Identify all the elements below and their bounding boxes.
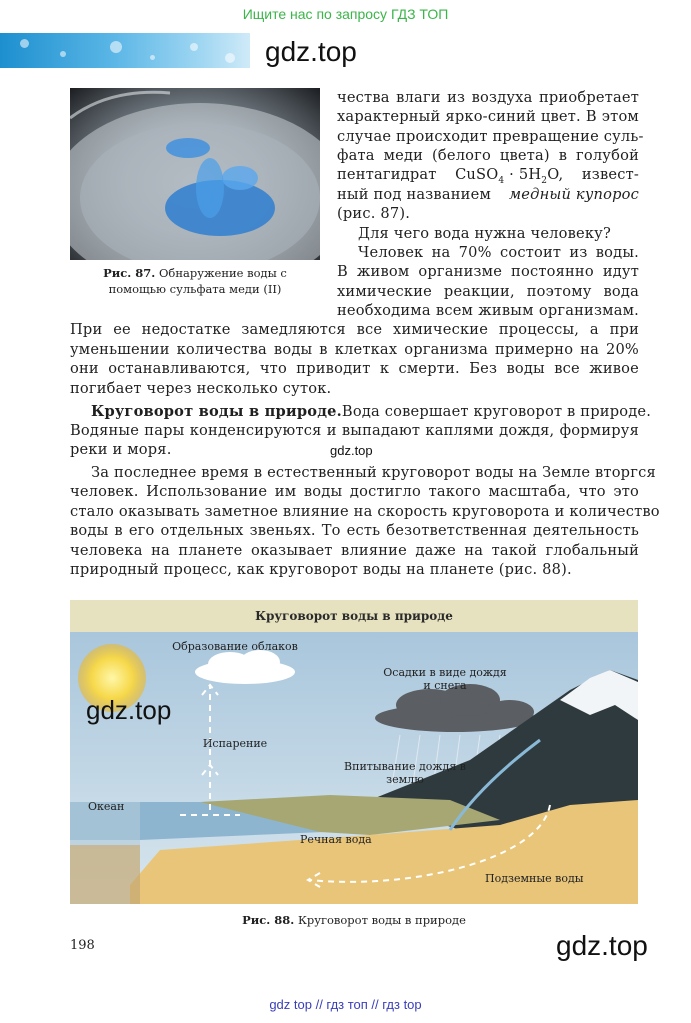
formula-suffix: извест-: [581, 166, 639, 183]
figure-88-number: Рис. 88.: [242, 913, 295, 927]
cycle-heading-line: [91, 402, 652, 421]
figure-88-caption: [70, 912, 638, 928]
footer-links[interactable]: gdz top // гдз топ // гдз top: [269, 997, 422, 1012]
figure-87-number: Рис. 87.: [103, 266, 156, 280]
watermark-logo-top: gdz.top: [265, 36, 357, 67]
watermark-figure: gdz.top: [86, 695, 172, 725]
water-cycle-diagram: [70, 600, 638, 904]
label-infiltration-line1: Впитывание дождя в: [344, 760, 466, 773]
label-precipitation-line2: и снега: [423, 679, 467, 692]
label-groundwater: Подземные воды: [485, 872, 584, 885]
text-line: Водяные пары конденсируются и выпадают каплями дождя, формируя: [70, 422, 639, 439]
named-term-line: [337, 185, 639, 204]
text-span: Вода совершает круговорот в природе.: [341, 403, 652, 420]
figure-88-title: Круговорот воды в природе: [70, 600, 638, 632]
text-line: характерный ярко-синий цвет. В этом: [337, 108, 639, 125]
text-line: стало оказывать заметное влияние на скорость круговорота и количество: [70, 503, 660, 520]
figure-87-caption-line2: помощью сульфата меди (II): [108, 282, 282, 296]
figure-88-caption-text: Круговорот воды в природе: [297, 913, 466, 927]
section-heading-water-cycle: Круговорот воды в природе.: [91, 403, 342, 420]
text-line: необходима всем живым организмам.: [337, 302, 639, 319]
label-infiltration-line2: землю: [386, 773, 424, 786]
text-line: случае происходит превращение суль-: [337, 128, 644, 145]
formula-part: O,: [547, 166, 564, 183]
text-line: они останавливаются, что приводит к смерти. Без воды все живое: [70, 360, 639, 377]
label-evaporation: Испарение: [202, 737, 268, 750]
label-precipitation-line1: Осадки в виде дождя: [383, 666, 507, 679]
text-line: воды в его отдельных звеньях. То есть безответственная деятельность: [70, 522, 639, 539]
text-line: уменьшении количества воды в клетках организма примерно на 20%: [70, 341, 639, 358]
formula-sub: 4: [498, 175, 505, 186]
label-precipitation: [370, 666, 520, 692]
text-line: Человек на 70% состоит из воды.: [358, 244, 639, 261]
text-line: человека на планете оказывает влияние даже на такой глобальный: [70, 542, 639, 559]
label-river-water: Речная вода: [300, 833, 372, 846]
copper-sulfate-photo: [70, 88, 320, 260]
formula-sub: 2: [541, 175, 548, 186]
text-line: За последнее время в естественный круговорот воды на Земле вторгся: [91, 464, 656, 481]
term-copper-vitriol: медный купорос: [509, 186, 639, 203]
text-line: (рис. 87).: [337, 205, 411, 222]
label-infiltration: [340, 760, 470, 786]
label-ocean: Океан: [88, 800, 125, 813]
watermark-bottom: gdz.top: [556, 930, 648, 961]
top-search-link[interactable]: Ищите нас по запросу ГДЗ ТОП: [242, 6, 449, 22]
named-prefix: ный под названием: [337, 186, 491, 203]
text-line: человек. Использование им воды достигло такого масштаба, что это: [70, 483, 639, 500]
header-banner-image: [0, 33, 250, 68]
text-line: фата меди (белого цвета) в голубой: [337, 147, 639, 164]
text-line: При ее недостатке замедляются все химические процессы, а при: [70, 321, 639, 338]
text-line: химические реакции, поэтому вода: [337, 283, 639, 300]
page-number: 198: [70, 938, 95, 953]
watermark-mid: gdz.top: [330, 443, 373, 458]
text-line: В живом организме постоянно идут: [337, 263, 639, 280]
text-line: чества влаги из воздуха приобретает: [337, 89, 639, 106]
figure-87-caption: [70, 265, 320, 297]
formula-part: CuSO: [455, 166, 499, 183]
text-line: погибает через несколько суток.: [70, 380, 332, 397]
figure-87-caption-line1: Обнаружение воды с: [158, 266, 287, 280]
question-line: Для чего вода нужна человеку?: [358, 225, 611, 242]
text-line: природный процесс, как круговорот воды на планете (рис. 88).: [70, 561, 572, 578]
label-clouds: Образование облаков: [172, 640, 298, 653]
text-line: реки и моря.: [70, 441, 172, 458]
formula-prefix: пентагидрат: [337, 166, 437, 183]
formula-part: · 5H: [504, 166, 542, 183]
